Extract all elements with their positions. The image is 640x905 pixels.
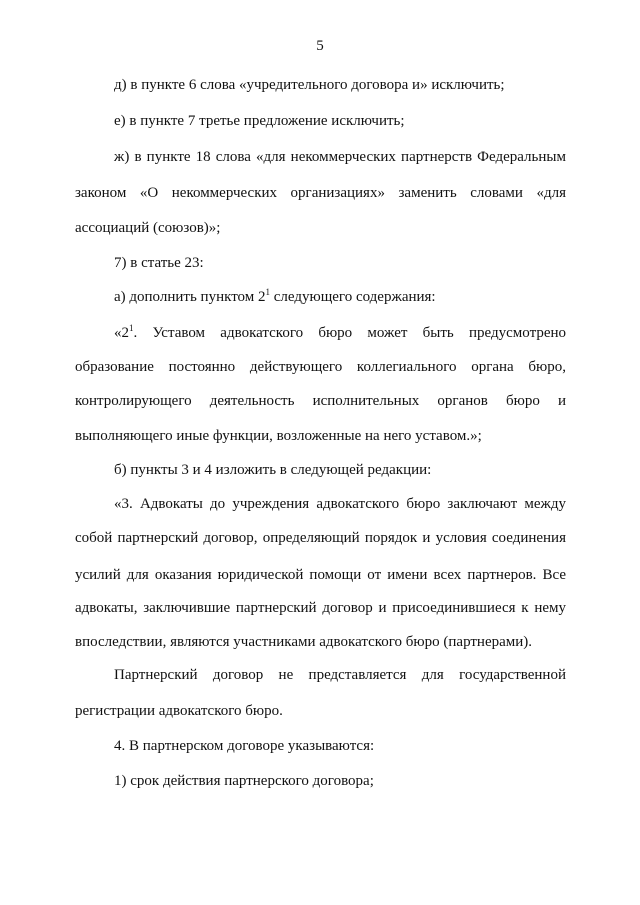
superscript: 1 <box>129 323 134 333</box>
paragraph-line: выполняющего иные функции, возложенные на него уставом.»; <box>75 428 482 444</box>
paragraph-line: 1) срок действия партнерского договора; <box>114 773 374 789</box>
text-segment: а) дополнить пунктом 2 <box>114 289 266 305</box>
paragraph-line: контролирующего деятельность исполнительных органов бюро и <box>75 393 566 409</box>
superscript: 1 <box>265 287 271 297</box>
paragraph-line: д) в пункте 6 слова «учредительного договора и» исключить; <box>114 77 505 93</box>
paragraph-line <box>114 324 566 342</box>
paragraph-line: 7) в статье 23: <box>114 255 204 271</box>
paragraph-line: ассоциаций (союзов)»; <box>75 220 221 236</box>
paragraph-line: адвокаты, заключившие партнерский договор и присоединившиеся к нему <box>75 600 566 616</box>
paragraph-line: регистрации адвокатского бюро. <box>75 703 283 719</box>
paragraph-line: впоследствии, являются участниками адвокатского бюро (партнерами). <box>75 634 533 650</box>
paragraph-line: образование постоянно действующего коллегиального органа бюро, <box>75 359 566 375</box>
paragraph-line: законом «О некоммерческих организациях» заменить словами «для <box>75 185 566 201</box>
text-segment: . Уставом адвокатского бюро может быть предусмотрено <box>133 325 566 341</box>
paragraph-line: е) в пункте 7 третье предложение исключить; <box>114 113 405 129</box>
paragraph-line: собой партнерский договор, определяющий порядок и условия соединения <box>75 530 566 546</box>
paragraph-line: 4. В партнерском договоре указываются: <box>114 738 375 754</box>
paragraph-line: ж) в пункте 18 слова «для некоммерческих партнерств Федеральным <box>114 149 566 165</box>
paragraph-line: б) пункты 3 и 4 изложить в следующей редакции: <box>114 462 432 478</box>
paragraph-line: Партнерский договор не представляется для государственной <box>114 667 566 683</box>
text-segment: следующего содержания: <box>270 289 436 305</box>
paragraph-line: усилий для оказания юридической помощи от имени всех партнеров. Все <box>75 567 566 583</box>
text-segment: «2 <box>114 325 129 341</box>
page-number: 5 <box>316 38 324 54</box>
paragraph-line <box>114 288 566 306</box>
paragraph-line: «3. Адвокаты до учреждения адвокатского бюро заключают между <box>114 496 566 512</box>
